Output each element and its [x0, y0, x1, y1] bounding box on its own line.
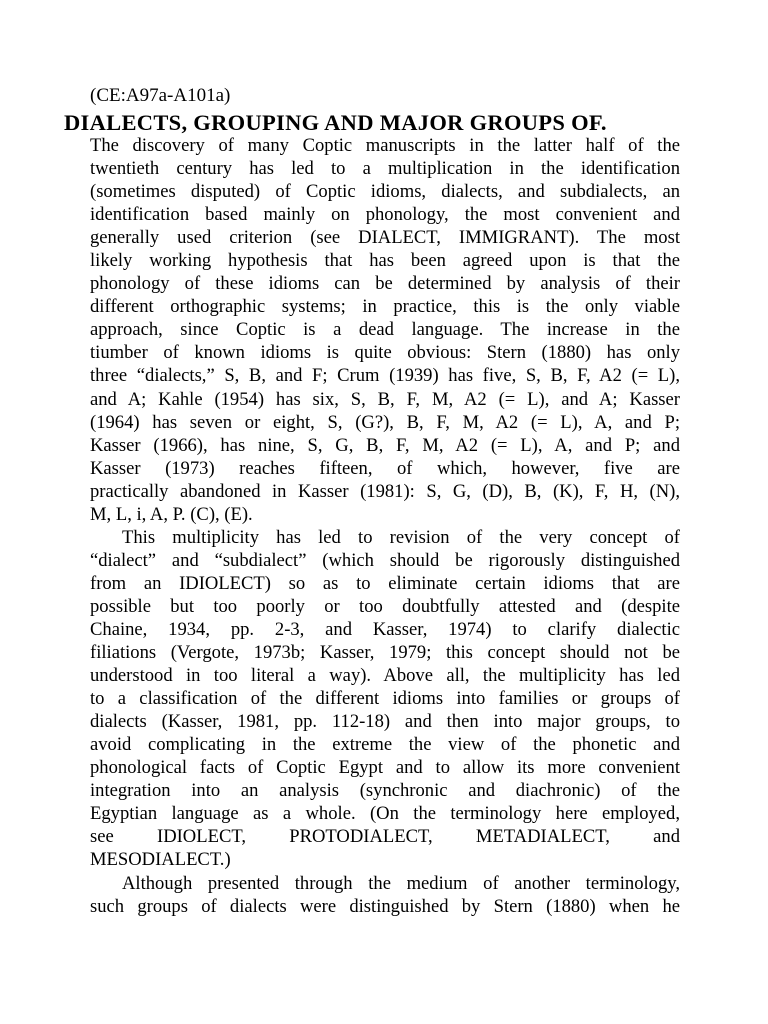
text-line: integration into an analysis (synchronic and diachronic) of the: [90, 780, 680, 802]
text-line: avoid complicating in the extreme the view of the phonetic and: [90, 734, 680, 756]
text-line: (sometimes disputed) of Coptic idioms, dialects, and subdialects, an: [90, 181, 680, 203]
text-line: Kasser (1973) reaches fifteen, of which, however, five are: [90, 457, 680, 479]
text-line: three “dialects,” S, B, and F; Crum (1939) has five, S, B, F, A2 (= L),: [90, 365, 680, 387]
text-line: phonological facts of Coptic Egypt and to allow its more convenient: [90, 757, 680, 779]
article-title: DIALECTS, GROUPING AND MAJOR GROUPS OF.: [64, 110, 607, 135]
text-line: tiumber of known idioms is quite obvious: Stern (1880) has only: [90, 342, 680, 364]
text-line: phonology of these idioms can be determined by analysis of their: [90, 273, 680, 295]
text-line: approach, since Coptic is a dead language. The increase in the: [90, 319, 680, 341]
text-line: Chaine, 1934, pp. 2-3, and Kasser, 1974) to clarify dialectic: [90, 618, 680, 640]
text-line: This multiplicity has led to revision of the very concept of: [122, 526, 680, 548]
article-body: [90, 134, 680, 918]
text-line: identification based mainly on phonology, the most convenient and: [90, 204, 680, 226]
text-line: “dialect” and “subdialect” (which should be rigorously distinguished: [90, 549, 680, 571]
text-line: see IDIOLECT, PROTODIALECT, METADIALECT, and: [90, 826, 680, 848]
text-line: likely working hypothesis that has been agreed upon is that the: [90, 250, 680, 272]
text-line: twentieth century has led to a multiplication in the identification: [90, 158, 680, 180]
text-line: Egyptian language as a whole. (On the terminology here employed,: [90, 803, 680, 825]
text-line: to a classification of the different idioms into families or groups of: [90, 688, 680, 710]
text-line: from an IDIOLECT) so as to eliminate certain idioms that are: [90, 572, 680, 594]
text-line: (1964) has seven or eight, S, (G?), B, F, M, A2 (= L), A, and P;: [90, 411, 680, 433]
text-line: different orthographic systems; in practice, this is the only viable: [90, 296, 680, 318]
text-line: dialects (Kasser, 1981, pp. 112-18) and then into major groups, to: [90, 711, 680, 733]
text-line: generally used criterion (see DIALECT, IMMIGRANT). The most: [90, 227, 680, 249]
text-line: and A; Kahle (1954) has six, S, B, F, M, A2 (= L), and A; Kasser: [90, 388, 680, 410]
text-line: practically abandoned in Kasser (1981): S, G, (D), B, (K), F, H, (N),: [90, 480, 680, 502]
document-reference: (CE:A97a-A101a): [90, 85, 231, 106]
text-line: The discovery of many Coptic manuscripts in the latter half of the: [90, 135, 680, 156]
text-line: Although presented through the medium of another terminology,: [122, 872, 680, 894]
text-line: M, L, i, A, P. (C), (E).: [90, 503, 253, 525]
text-line: such groups of dialects were distinguished by Stern (1880) when he: [90, 895, 680, 917]
text-line: filiations (Vergote, 1973b; Kasser, 1979; this concept should not be: [90, 642, 680, 664]
text-line: possible but too poorly or too doubtfully attested and (despite: [90, 595, 680, 617]
text-line: Kasser (1966), has nine, S, G, B, F, M, A2 (= L), A, and P; and: [90, 434, 680, 456]
text-line: MESODIALECT.): [90, 849, 231, 871]
text-line: understood in too literal a way). Above all, the multiplicity has led: [90, 665, 680, 687]
